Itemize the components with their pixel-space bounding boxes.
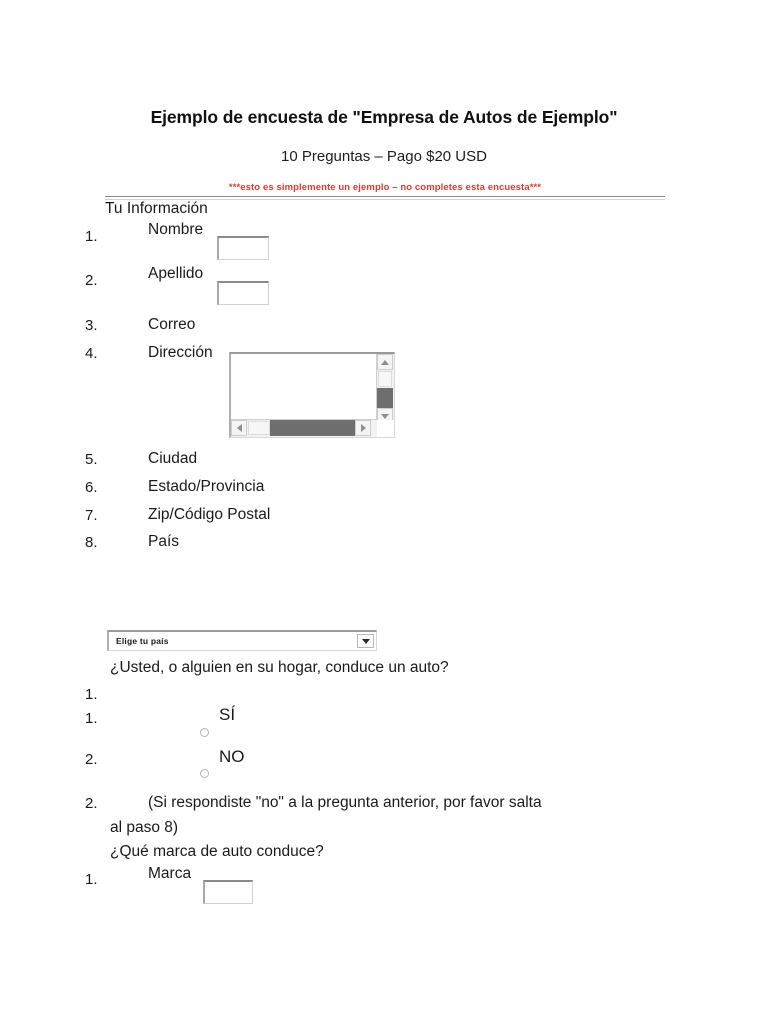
list-number-3: 3. (85, 317, 98, 334)
list-number-4: 4. (85, 345, 98, 362)
scroll-right-icon[interactable] (355, 420, 371, 436)
textarea-direccion-field[interactable] (231, 354, 377, 420)
label-apellido: Apellido (148, 265, 204, 282)
question-conduce-auto: ¿Usted, o alguien en su hogar, conduce un auto? (110, 659, 449, 676)
input-marca[interactable] (203, 880, 253, 904)
list-number-1: 1. (85, 228, 98, 245)
question-marca-auto: ¿Qué marca de auto conduce? (110, 843, 324, 860)
label-correo: Correo (148, 316, 196, 333)
label-estado-provincia: Estado/Provincia (148, 478, 265, 495)
scroll-left-icon[interactable] (231, 420, 247, 436)
vertical-scrollbar[interactable] (376, 354, 394, 420)
option-label-si: SÍ (219, 705, 236, 724)
list-number-2: 2. (85, 272, 98, 289)
scroll-up-icon[interactable] (377, 354, 393, 370)
label-nombre: Nombre (148, 221, 204, 238)
horizontal-scrollbar[interactable] (231, 419, 377, 437)
skip-note-line-2: al paso 8) (110, 819, 179, 836)
chevron-down-icon[interactable] (357, 634, 374, 648)
list-number-blank: 1. (85, 686, 98, 703)
option-number-2: 2. (85, 751, 98, 768)
list-number-7: 7. (85, 507, 98, 524)
vertical-scroll-thumb[interactable] (377, 388, 393, 408)
label-zip-codigo-postal: Zip/Código Postal (148, 506, 271, 523)
input-apellido[interactable] (217, 281, 269, 305)
scrollbar-corner (377, 420, 394, 437)
warning-notice: ***esto es simplemente un ejemplo – no completes esta encuesta*** (228, 182, 542, 193)
section-heading-tu-informacion: Tu Información (105, 200, 208, 217)
option-number-1: 1. (85, 710, 98, 727)
option-label-no: NO (219, 747, 245, 766)
horizontal-scroll-track-left[interactable] (248, 421, 270, 435)
list-number-6: 6. (85, 479, 98, 496)
list-number-8: 8. (85, 534, 98, 551)
radio-si[interactable] (200, 728, 209, 737)
textarea-direccion[interactable] (229, 352, 395, 438)
skip-note-line-1: (Si respondiste "no" a la pregunta anterior, por favor salta (148, 794, 542, 811)
list-number-5: 5. (85, 451, 98, 468)
page-subtitle: 10 Preguntas – Pago $20 USD (281, 148, 487, 165)
label-pais: País (148, 533, 180, 550)
horizontal-scroll-thumb[interactable] (270, 420, 355, 436)
input-nombre[interactable] (217, 236, 269, 260)
list-number-2-brand: 2. (85, 795, 98, 812)
list-number-1-marca: 1. (85, 871, 98, 888)
page-title: Ejemplo de encuesta de "Empresa de Autos de Ejemplo" (150, 107, 618, 127)
radio-no[interactable] (200, 769, 209, 778)
label-ciudad: Ciudad (148, 450, 198, 467)
select-pais[interactable] (107, 630, 377, 651)
vertical-scroll-track-upper[interactable] (378, 371, 392, 387)
label-direccion: Dirección (148, 344, 213, 361)
label-marca: Marca (148, 865, 192, 882)
select-pais-value: Elige tu país (116, 636, 169, 646)
